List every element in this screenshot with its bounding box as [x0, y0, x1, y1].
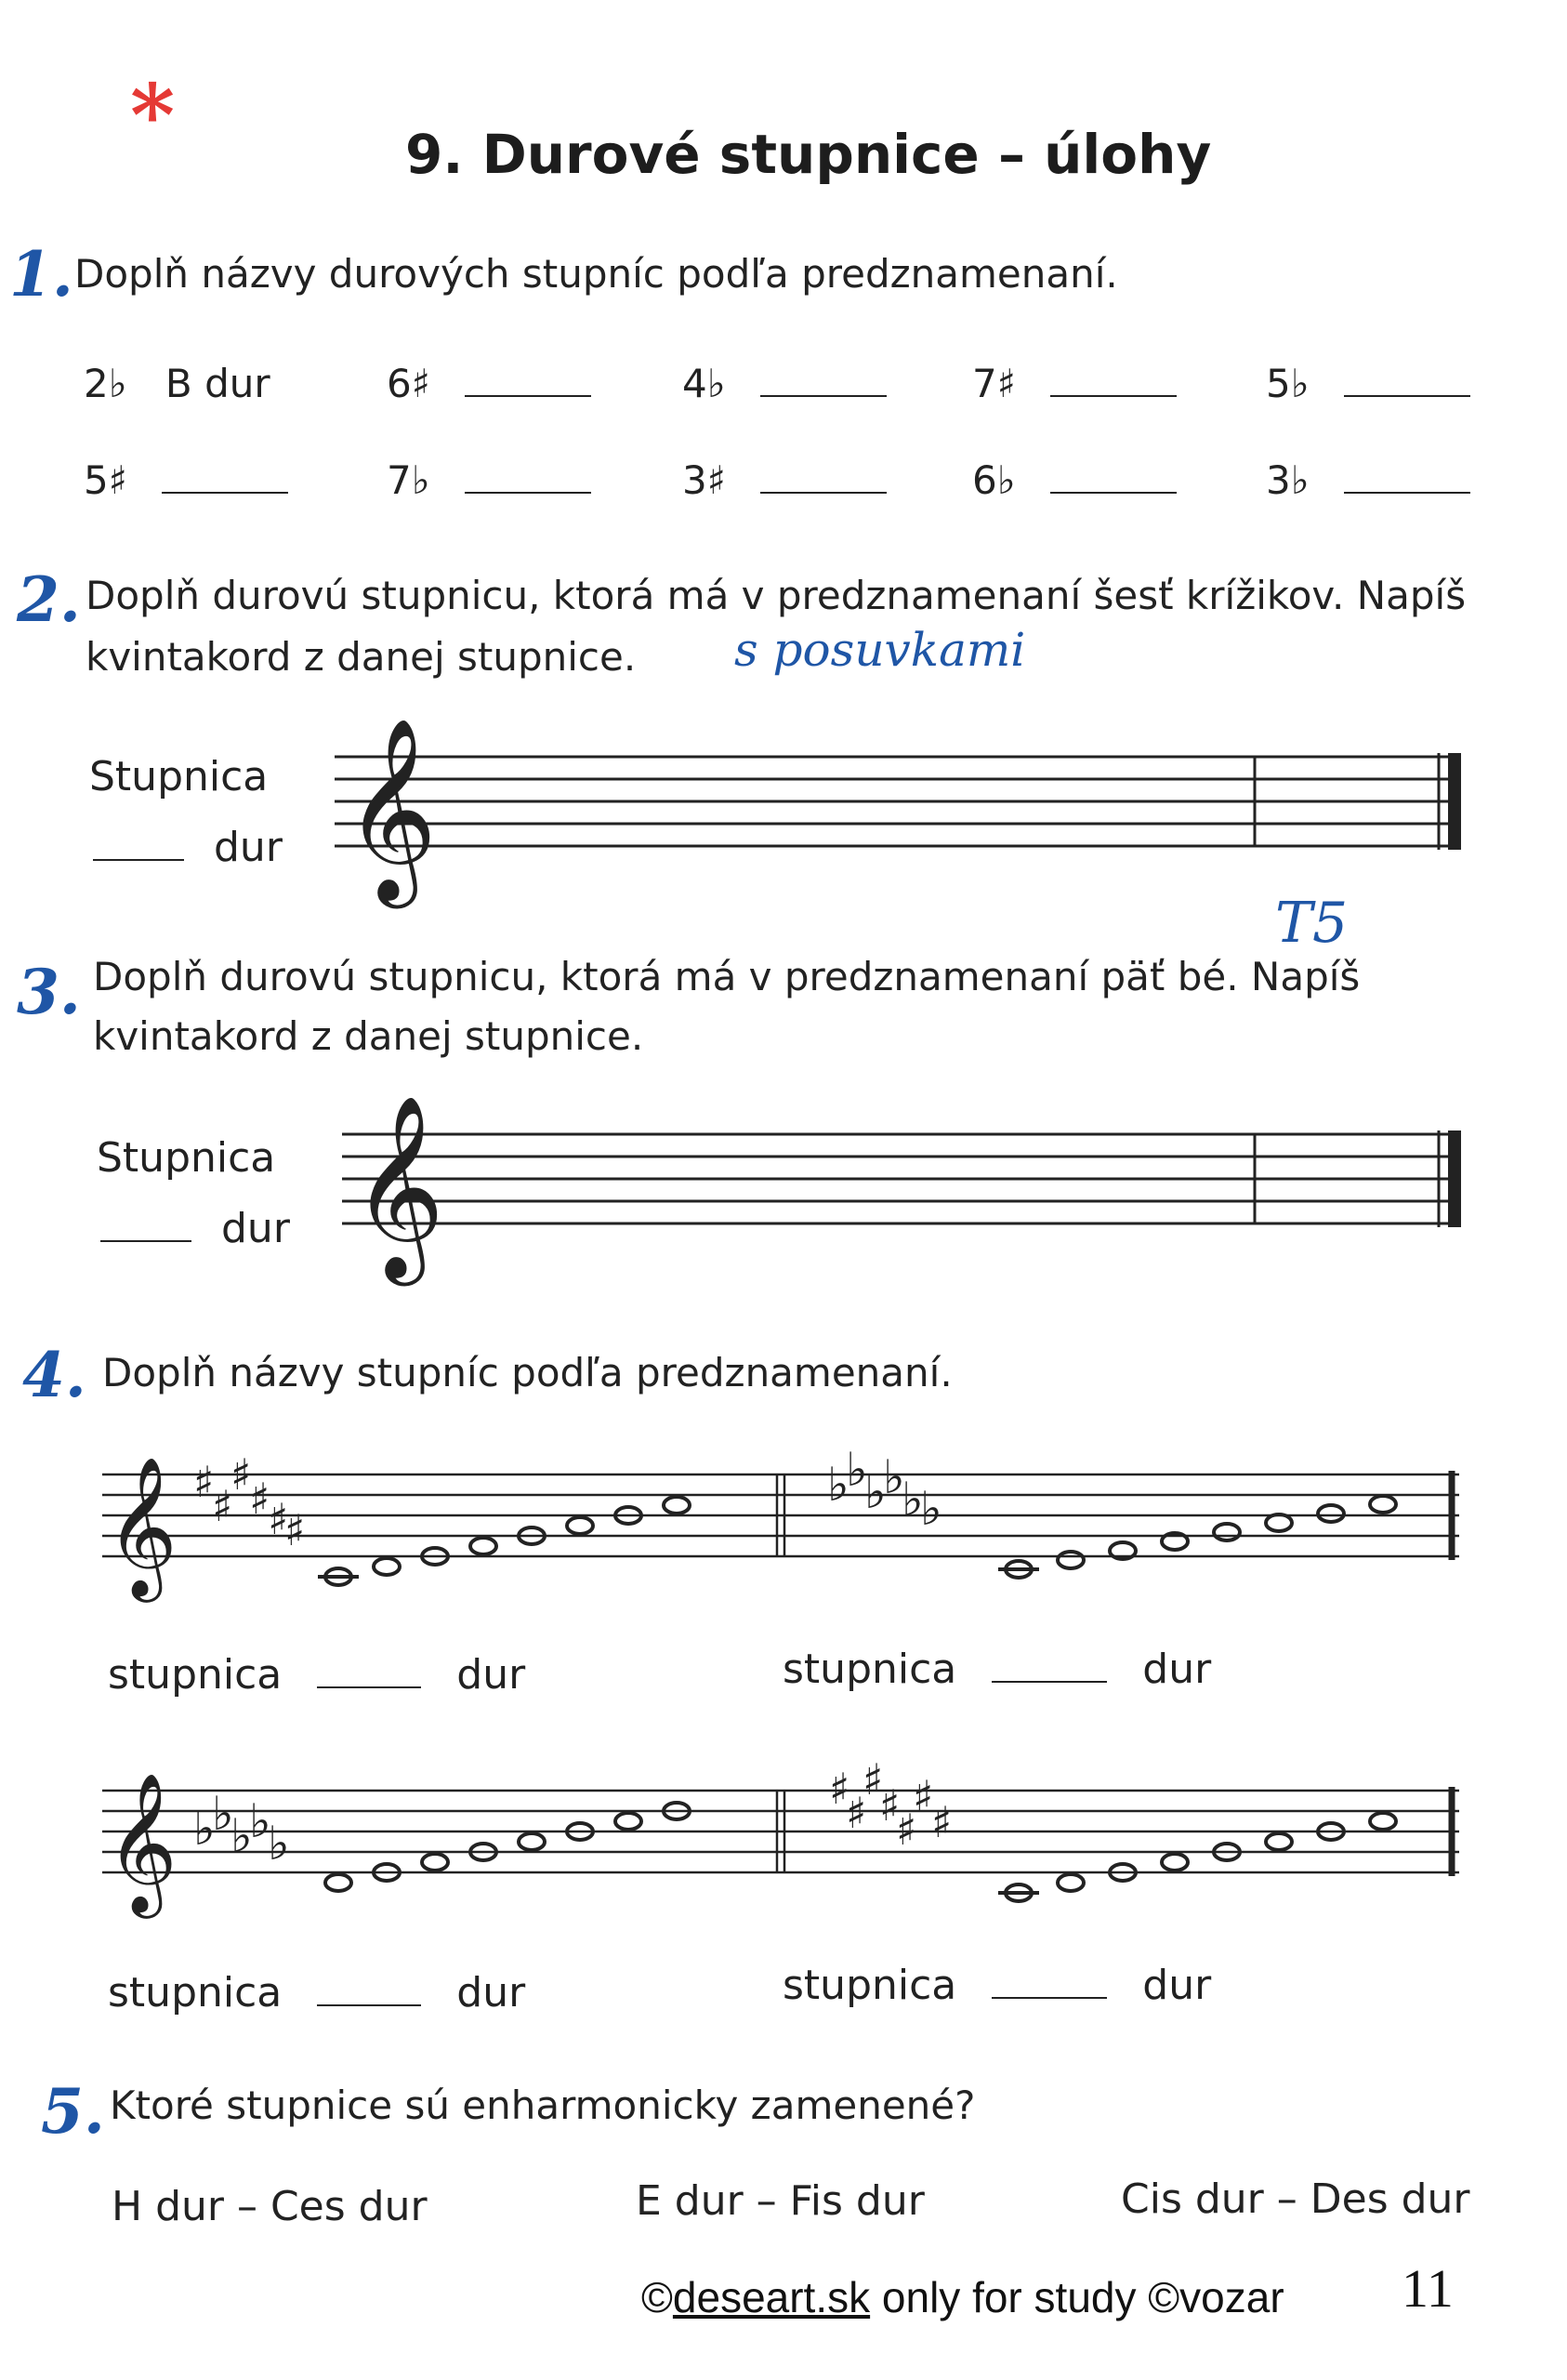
- svg-text:♯: ♯: [230, 1449, 252, 1500]
- svg-text:♯: ♯: [829, 1764, 850, 1814]
- task5-instruction: Ktoré stupnice sú enharmonicky zamenené?: [110, 2082, 976, 2128]
- svg-text:♭: ♭: [864, 1465, 887, 1519]
- task5-number: 5.: [41, 2075, 105, 2148]
- scale-notes: [325, 1803, 690, 1891]
- answer-blank[interactable]: [1050, 393, 1177, 397]
- task4-staff-row1: [102, 1432, 1468, 1618]
- key-item: 6♯: [387, 361, 591, 406]
- svg-text:♯: ♯: [863, 1754, 884, 1805]
- scale-name-blank[interactable]: [93, 857, 184, 861]
- answer-blank[interactable]: [162, 490, 288, 494]
- task2-number: 2.: [17, 563, 81, 636]
- handwritten-note: s posuvkami: [734, 623, 1026, 677]
- svg-text:♯: ♯: [284, 1505, 306, 1555]
- page-title: 9. Durové stupnice – úlohy: [405, 123, 1212, 186]
- enharmonic-pair: Cis dur – Des dur: [1121, 2175, 1470, 2223]
- svg-text:♭: ♭: [249, 1794, 271, 1848]
- treble-clef-icon: 𝄞: [106, 1455, 178, 1596]
- answer-blank[interactable]: [760, 393, 887, 397]
- svg-text:♭: ♭: [883, 1450, 905, 1504]
- svg-text:♯: ♯: [913, 1771, 934, 1821]
- svg-text:♭: ♭: [212, 1787, 234, 1841]
- task2-staff[interactable]: [335, 716, 1468, 920]
- scale-notes: [318, 1497, 690, 1585]
- task3-staff[interactable]: [342, 1093, 1468, 1298]
- task3-number: 3.: [17, 956, 81, 1028]
- dur-label-row: dur: [100, 1205, 290, 1252]
- scale-name-blank[interactable]: [317, 1685, 421, 1688]
- scale-name-blank[interactable]: [992, 1679, 1107, 1683]
- scale-name-blank[interactable]: [317, 2003, 421, 2006]
- svg-text:♯: ♯: [212, 1481, 233, 1531]
- svg-text:♯: ♯: [249, 1474, 270, 1524]
- flat-icon: ♭: [411, 457, 430, 503]
- task4-number: 4.: [22, 1339, 86, 1411]
- sharp-icon: ♯: [108, 457, 128, 503]
- answer-blank[interactable]: [760, 490, 887, 494]
- task4-answer-d: stupnica dur: [783, 1962, 1212, 2009]
- svg-text:♯: ♯: [268, 1494, 289, 1544]
- sharp-icon: ♯: [996, 361, 1017, 406]
- svg-text:♯: ♯: [879, 1780, 901, 1831]
- sharp-icon: ♯: [411, 361, 431, 406]
- answer-blank[interactable]: [465, 490, 591, 494]
- key-signature-sharps: [193, 1449, 305, 1555]
- task1-instruction: Doplň názvy durových stupníc podľa predznamenaní.: [74, 251, 1118, 297]
- scale-name-blank[interactable]: [992, 1995, 1107, 1999]
- svg-text:♯: ♯: [846, 1788, 867, 1838]
- svg-text:♯: ♯: [896, 1805, 917, 1855]
- flat-icon: ♭: [706, 361, 726, 406]
- treble-clef-icon: 𝄞: [106, 1771, 178, 1912]
- enharmonic-pair: H dur – Ces dur: [112, 2183, 428, 2230]
- task4-answer-b: stupnica dur: [783, 1646, 1212, 1693]
- task3-instruction-line1: Doplň durovú stupnicu, ktorá má v predznamenaní päť bé. Napíš: [93, 954, 1361, 999]
- svg-text:♭: ♭: [230, 1809, 253, 1863]
- key-item: 5♭: [1266, 361, 1470, 406]
- flat-icon: ♭: [996, 457, 1016, 503]
- task4-answer-a: stupnica dur: [108, 1651, 526, 1699]
- page-number: 11: [1402, 2258, 1454, 2319]
- svg-text:♭: ♭: [920, 1482, 942, 1536]
- key-signature-flats: [827, 1443, 942, 1536]
- key-signature-flats: [193, 1787, 290, 1871]
- svg-text:♭: ♭: [268, 1817, 290, 1871]
- flat-icon: ♭: [1290, 457, 1310, 503]
- flat-icon: ♭: [108, 361, 127, 406]
- key-answer: B dur: [165, 361, 270, 406]
- key-item: 2♭ B dur: [84, 361, 270, 406]
- treble-clef-icon: 𝄞: [351, 1094, 445, 1278]
- stupnica-label: Stupnica: [97, 1134, 276, 1182]
- svg-text:♭: ♭: [827, 1458, 849, 1512]
- footer-link[interactable]: deseart.sk: [672, 2273, 871, 2321]
- task2-instruction-line1: Doplň durovú stupnicu, ktorá má v predznamenaní šesť krížikov. Napíš: [86, 573, 1467, 618]
- key-item: 6♭: [972, 457, 1177, 503]
- key-item: 3♭: [1266, 457, 1470, 503]
- svg-text:♭: ♭: [846, 1443, 868, 1497]
- answer-blank[interactable]: [1344, 490, 1470, 494]
- key-item: 7♯: [972, 361, 1177, 406]
- answer-blank[interactable]: [465, 393, 591, 397]
- task4-answer-c: stupnica dur: [108, 1969, 526, 2016]
- scale-notes: [998, 1813, 1396, 1901]
- task4-instruction: Doplň názvy stupníc podľa predznamenaní.: [102, 1350, 953, 1395]
- answer-blank[interactable]: [1344, 393, 1470, 397]
- stupnica-label: Stupnica: [89, 753, 269, 800]
- key-item: 4♭: [682, 361, 887, 406]
- handwritten-note-t5: T5: [1275, 891, 1349, 956]
- svg-text:♭: ♭: [193, 1802, 216, 1856]
- enharmonic-pair: E dur – Fis dur: [636, 2177, 925, 2225]
- task3-instruction-line2: kvintakord z danej stupnice.: [93, 1013, 644, 1059]
- footer-credit: ©deseart.sk only for study ©vozar: [641, 2273, 1284, 2321]
- answer-blank[interactable]: [1050, 490, 1177, 494]
- key-signature-sharps: [829, 1754, 952, 1855]
- svg-text:♭: ♭: [902, 1473, 924, 1527]
- task1-number: 1.: [9, 238, 73, 311]
- task2-instruction-line2: kvintakord z danej stupnice.: [86, 634, 637, 680]
- treble-clef-icon: 𝄞: [344, 717, 438, 901]
- flat-icon: ♭: [1290, 361, 1310, 406]
- scale-name-blank[interactable]: [100, 1238, 191, 1242]
- svg-text:♯: ♯: [931, 1797, 953, 1847]
- key-item: 7♭: [387, 457, 591, 503]
- sharp-icon: ♯: [706, 457, 727, 503]
- red-asterisk-mark: *: [130, 65, 176, 165]
- svg-text:♯: ♯: [193, 1457, 215, 1507]
- key-item: 3♯: [682, 457, 887, 503]
- dur-label-row: dur: [93, 824, 283, 871]
- task4-staff-row2: [102, 1748, 1468, 1934]
- key-item: 5♯: [84, 457, 288, 503]
